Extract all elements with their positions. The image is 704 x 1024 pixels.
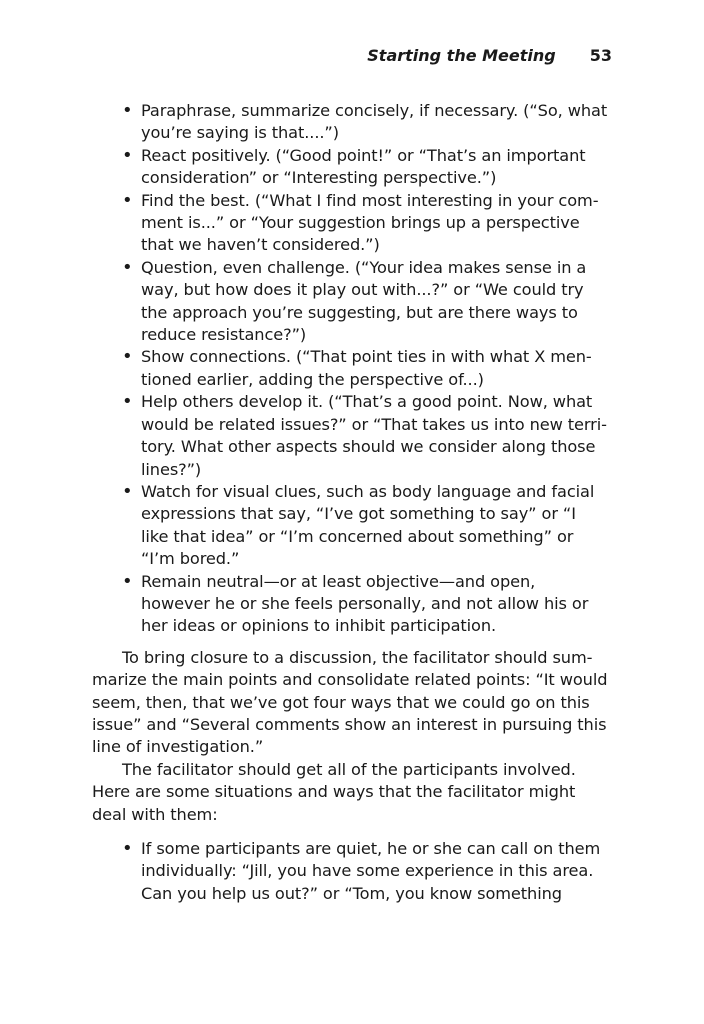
- list-item: • Show connections. (“That point ties in with what X men-tioned earlier, adding the perspective of...): [92, 346, 612, 391]
- running-header: [367, 46, 612, 68]
- list-item: • Find the best. (“What I find most interesting in your com-ment is...” or “Your suggestion brings up a perspective that we haven’t considered.”): [92, 190, 612, 257]
- page-body: [92, 100, 612, 905]
- list-item: • Remain neutral—or at least objective—and open, however he or she feels personally, and not allow his or her ideas or opinions to inhibit participation.: [92, 571, 612, 638]
- list-item: • Help others develop it. (“That’s a good point. Now, what would be related issues?” or “That takes us into new terri-tory. What other aspects should we consider along those lines?”): [92, 391, 612, 481]
- paragraph-participants: The facilitator should get all of the participants involved. Here are some situations and ways that the facilitator might deal with them:: [92, 759, 576, 824]
- page-number: 53: [589, 46, 612, 65]
- list-item: • Question, even challenge. (“Your idea makes sense in a way, but how does it play out with...?” or “We could try the approach you’re suggesting, but are there ways to reduce resistance?”): [92, 257, 612, 347]
- list-item: • React positively. (“Good point!” or “That’s an important consideration” or “Interesting perspective.”): [92, 145, 612, 190]
- facilitator-responses-list: [92, 100, 612, 638]
- list-item: • Paraphrase, summarize concisely, if necessary. (“So, what you’re saying is that....”): [92, 100, 612, 145]
- paragraph-closure: To bring closure to a discussion, the facilitator should sum-marize the main points and consolidate related points: “It would seem, then, that we’ve got four ways that we could go on this issue” and “Several comments show an interest in pursuing this line of investigation.”: [92, 647, 608, 757]
- list-item: • Watch for visual clues, such as body language and facial expressions that say, “I’ve got something to say” or “I like that idea” or “I’m concerned about something” or “I’m bored.”: [92, 481, 612, 571]
- situations-list: [92, 838, 612, 905]
- list-item: • If some participants are quiet, he or she can call on them individually: “Jill, you have some experience in this area. Can you help us out?” or “Tom, you know something: [92, 838, 612, 905]
- chapter-title: Starting the Meeting: [367, 46, 556, 65]
